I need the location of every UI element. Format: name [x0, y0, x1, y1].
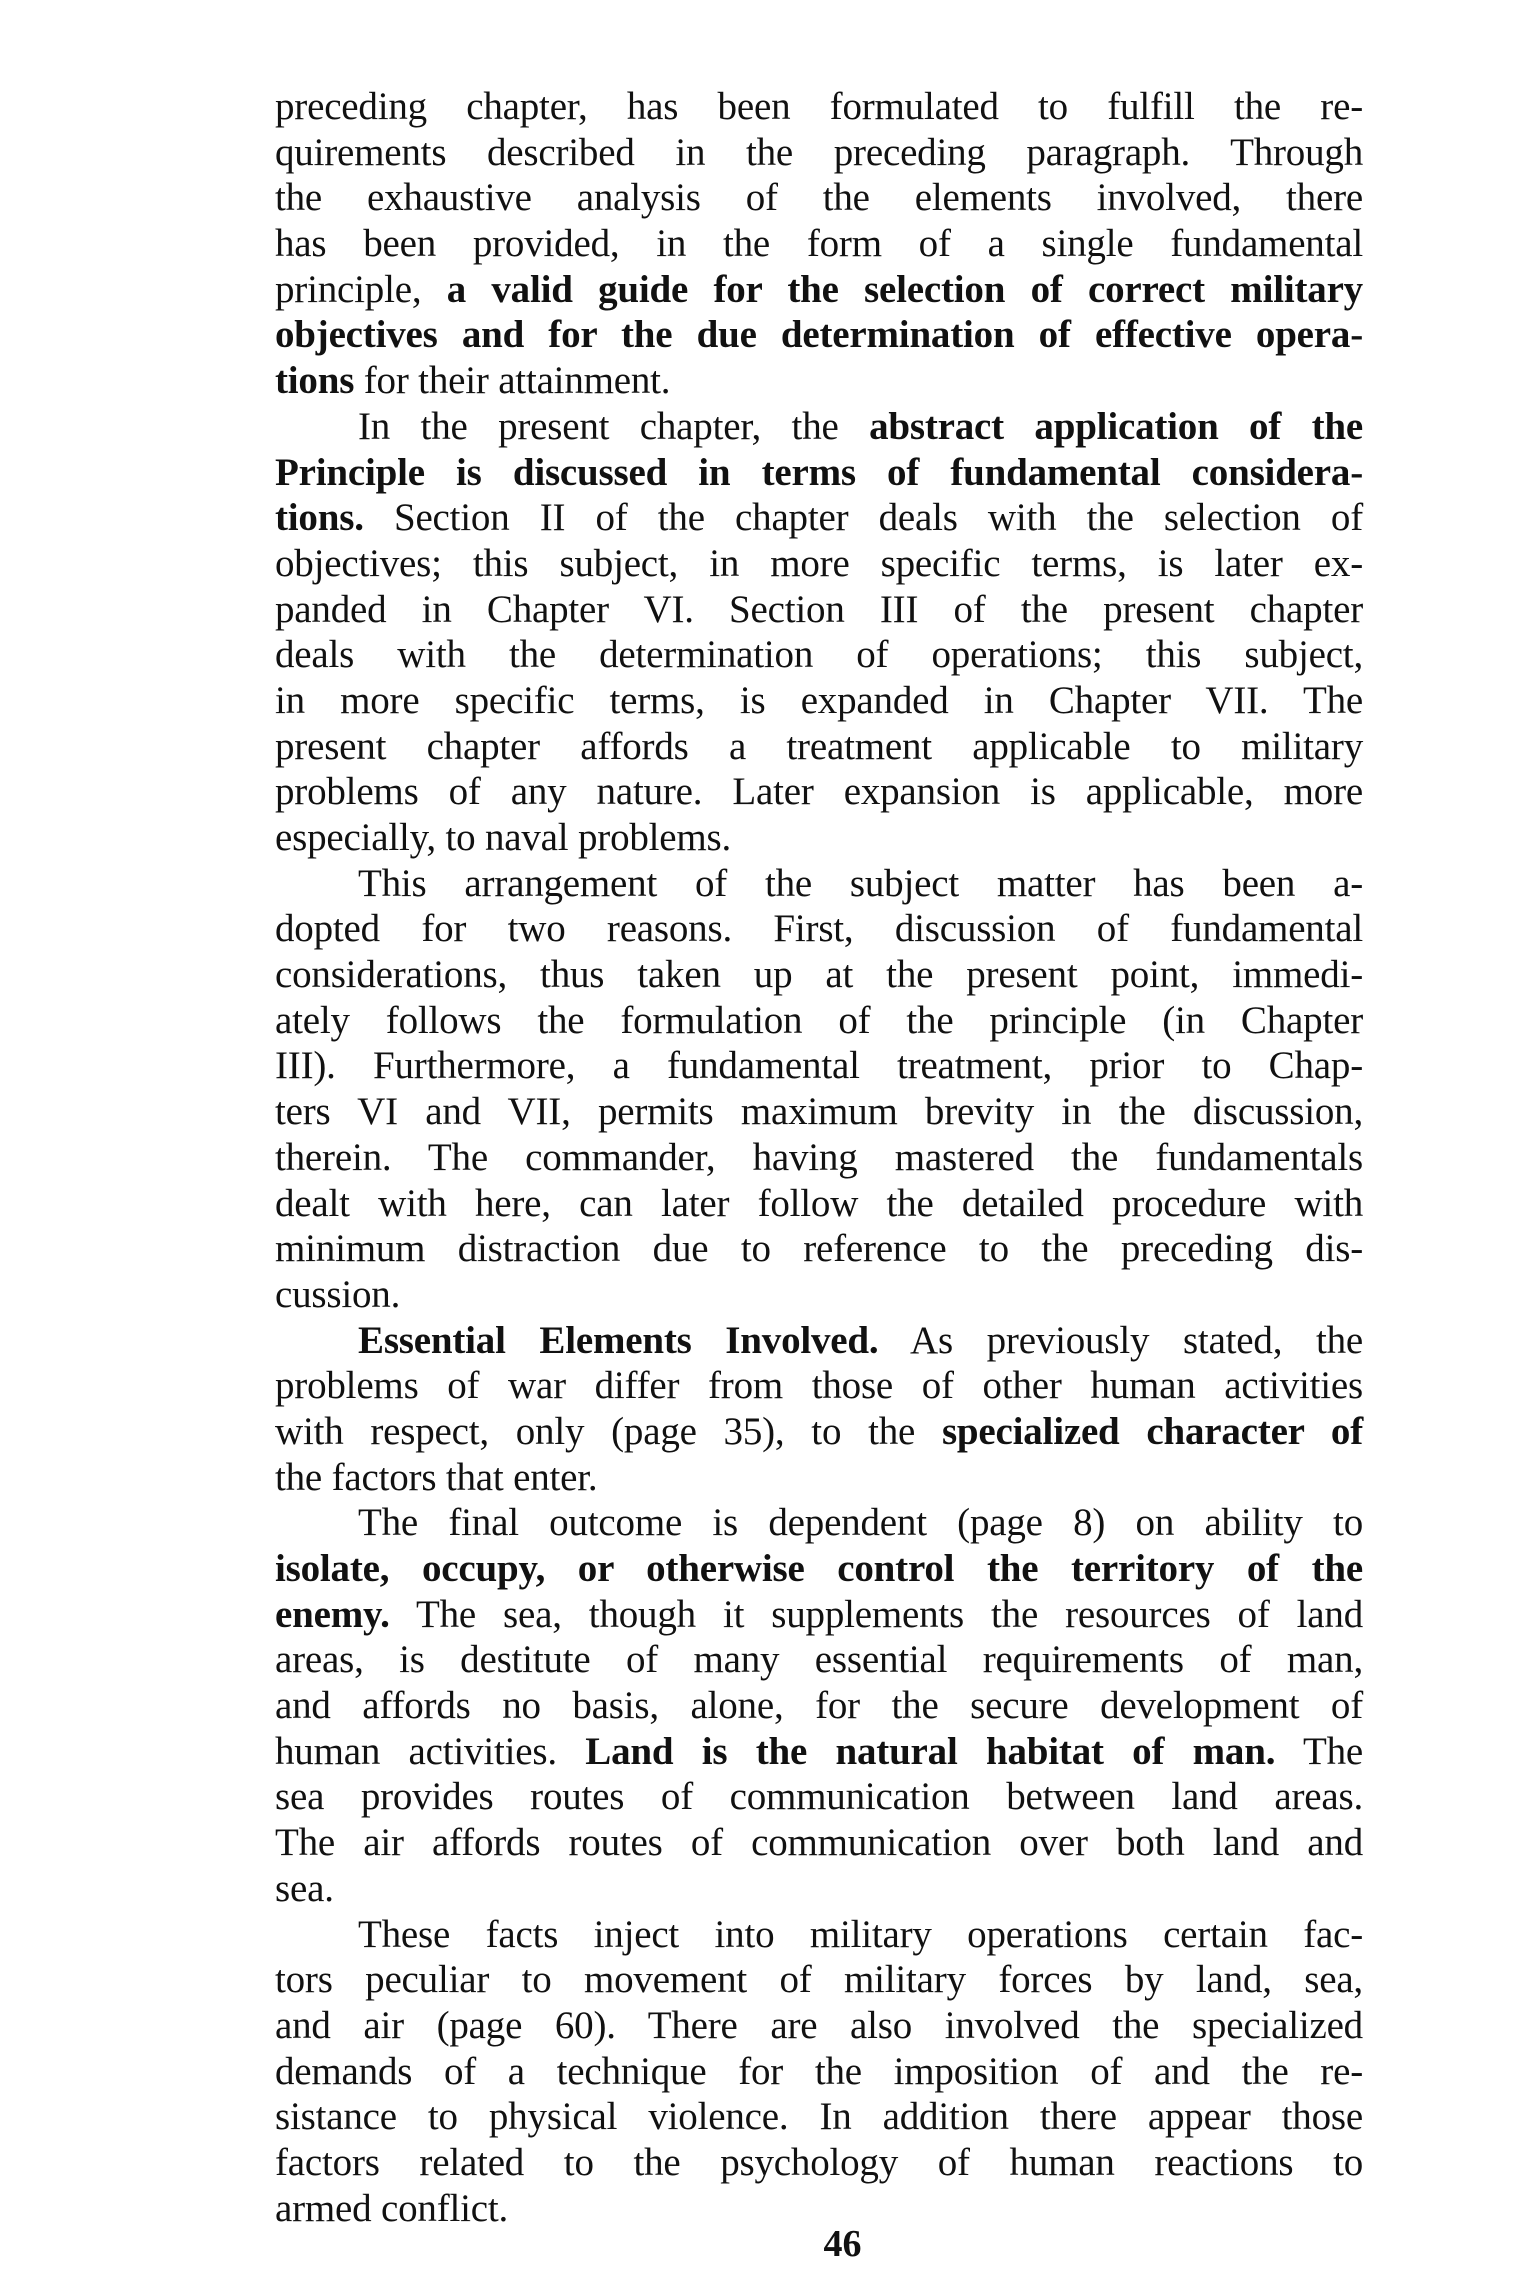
text-run: and air (page 60). There are also involved the specialized: [275, 2003, 1363, 2047]
text-line: [275, 1089, 1363, 1135]
text-run: has been provided, in the form of a single fundamental: [275, 222, 1363, 266]
text-run: minimum distraction due to reference to the preceding dis-: [275, 1227, 1363, 1271]
paragraph: [275, 1500, 1363, 1911]
text-line: [275, 1774, 1363, 1820]
text-line: [275, 587, 1363, 633]
text-run: Section II of the chapter deals with the selection of: [363, 496, 1363, 540]
text-line: [275, 1226, 1363, 1272]
text-run: areas, is destitute of many essential requirements of man,: [275, 1638, 1363, 1682]
text-run: The air affords routes of communication over both land and: [275, 1821, 1363, 1865]
bold-text-run: Principle is discussed in terms of fundamental considera-: [275, 450, 1363, 494]
text-run: principle,: [275, 267, 447, 311]
text-run: with respect, only (page 35), to the: [275, 1409, 942, 1453]
paragraph: [275, 84, 1363, 404]
text-run: present chapter affords a treatment applicable to military: [275, 724, 1363, 768]
text-run: panded in Chapter VI. Section III of the present chapter: [275, 587, 1363, 631]
text-run: for their attainment.: [354, 359, 671, 403]
bold-text-run: enemy.: [275, 1592, 390, 1636]
text-line: [275, 632, 1363, 678]
text-run: factors related to the psychology of human reactions to: [275, 2140, 1363, 2184]
text-run: sea.: [275, 1866, 334, 1910]
text-line: [275, 1363, 1363, 1409]
text-run: in more specific terms, is expanded in Chapter VII. The: [275, 678, 1363, 722]
text-run: The sea, though it supplements the resources of land: [389, 1592, 1363, 1636]
text-run: quirements described in the preceding paragraph. Through: [275, 130, 1363, 174]
text-line: [275, 1455, 1363, 1501]
paragraph: [275, 1318, 1363, 1501]
text-run: ters VI and VII, permits maximum brevity in the discussion,: [275, 1090, 1363, 1134]
text-line: [275, 541, 1363, 587]
text-line: [275, 2140, 1363, 2186]
text-run: sea provides routes of communication between land areas.: [275, 1775, 1363, 1819]
text-line: [275, 130, 1363, 176]
text-line: [275, 1957, 1363, 2003]
text-run: especially, to naval problems.: [275, 816, 732, 859]
text-line: [275, 1043, 1363, 1089]
text-line: [275, 1272, 1363, 1318]
bold-text-run: objectives and for the due determination of effective opera-: [275, 313, 1363, 357]
text-run: These facts inject into military operations certain fac-: [358, 1912, 1363, 1956]
text-line: [275, 1729, 1363, 1775]
text-line: [275, 404, 1363, 450]
text-run: armed conflict.: [275, 2186, 509, 2230]
text-line: [275, 84, 1363, 130]
text-run: problems of any nature. Later expansion is applicable, more: [275, 770, 1363, 814]
text-run: and affords no basis, alone, for the secure development of: [275, 1684, 1363, 1728]
text-run: This arrangement of the subject matter has been a-: [358, 861, 1363, 905]
text-line: [275, 175, 1363, 221]
text-line: [275, 221, 1363, 267]
page-number: 46: [823, 2223, 862, 2265]
text-run: preceding chapter, has been formulated to fulfill the re-: [275, 85, 1363, 128]
text-run: therein. The commander, having mastered the fundamentals: [275, 1135, 1363, 1179]
bold-text-run: isolate, occupy, or otherwise control the territory of the: [275, 1547, 1363, 1590]
text-line: [275, 861, 1363, 907]
text-line: [275, 267, 1363, 313]
text-line: [275, 1637, 1363, 1683]
text-line: [275, 1409, 1363, 1455]
text-run: In the present chapter, the: [358, 404, 870, 448]
page-body-text: [275, 84, 1363, 2231]
text-run: the factors that enter.: [275, 1455, 598, 1499]
bold-text-run: a valid guide for the selection of correct military: [446, 267, 1363, 311]
text-run: tors peculiar to movement of military forces by land, sea,: [275, 1958, 1363, 2002]
text-line: [275, 1135, 1363, 1181]
bold-text-run: tions.: [275, 496, 364, 540]
text-run: problems of war differ from those of other human activities: [275, 1364, 1363, 1408]
text-run: demands of a technique for the imposition of and the re-: [275, 2049, 1363, 2093]
bold-text-run: Essential Elements Involved.: [358, 1318, 879, 1362]
text-line: [275, 1592, 1363, 1638]
text-line: [275, 769, 1363, 815]
text-run: III). Furthermore, a fundamental treatment, prior to Chap-: [275, 1044, 1363, 1088]
text-run: deals with the determination of operations; this subject,: [275, 633, 1363, 677]
text-run: The: [1275, 1729, 1363, 1773]
text-line: [275, 1318, 1363, 1364]
text-line: [275, 1683, 1363, 1729]
text-line: [275, 312, 1363, 358]
paragraph: [275, 861, 1363, 1318]
text-line: [275, 2003, 1363, 2049]
text-run: considerations, thus taken up at the present point, immedi-: [275, 953, 1363, 997]
bold-text-run: tions: [275, 359, 355, 403]
text-line: [275, 1500, 1363, 1546]
text-line: [275, 495, 1363, 541]
text-line: [275, 2049, 1363, 2095]
text-line: [275, 724, 1363, 770]
text-line: [275, 1181, 1363, 1227]
text-line: [275, 906, 1363, 952]
text-line: [275, 815, 1363, 861]
text-line: [275, 1546, 1363, 1592]
text-run: As previously stated, the: [878, 1318, 1363, 1362]
text-line: [275, 1820, 1363, 1866]
text-line: [275, 998, 1363, 1044]
text-run: ately follows the formulation of the principle (in Chapter: [275, 998, 1363, 1042]
text-line: [275, 678, 1363, 724]
text-run: the exhaustive analysis of the elements involved, there: [275, 176, 1363, 220]
text-run: The final outcome is dependent (page 8) on ability to: [358, 1501, 1363, 1545]
bold-text-run: abstract application of the: [869, 404, 1363, 448]
text-run: objectives; this subject, in more specific terms, is later ex-: [275, 541, 1363, 585]
text-line: [275, 358, 1363, 404]
text-line: [275, 2094, 1363, 2140]
bold-text-run: specialized character of: [941, 1409, 1363, 1453]
text-run: cussion.: [275, 1272, 401, 1316]
text-run: sistance to physical violence. In addition there appear those: [275, 2095, 1363, 2139]
text-line: [275, 1912, 1363, 1958]
text-run: human activities.: [275, 1729, 586, 1773]
text-run: dopted for two reasons. First, discussion of fundamental: [275, 907, 1363, 951]
text-run: dealt with here, can later follow the detailed procedure with: [275, 1181, 1363, 1225]
text-line: [275, 1866, 1363, 1912]
text-line: [275, 450, 1363, 496]
text-line: [275, 952, 1363, 998]
bold-text-run: Land is the natural habitat of man.: [585, 1729, 1276, 1773]
paragraph: [275, 404, 1363, 861]
paragraph: [275, 1912, 1363, 2232]
